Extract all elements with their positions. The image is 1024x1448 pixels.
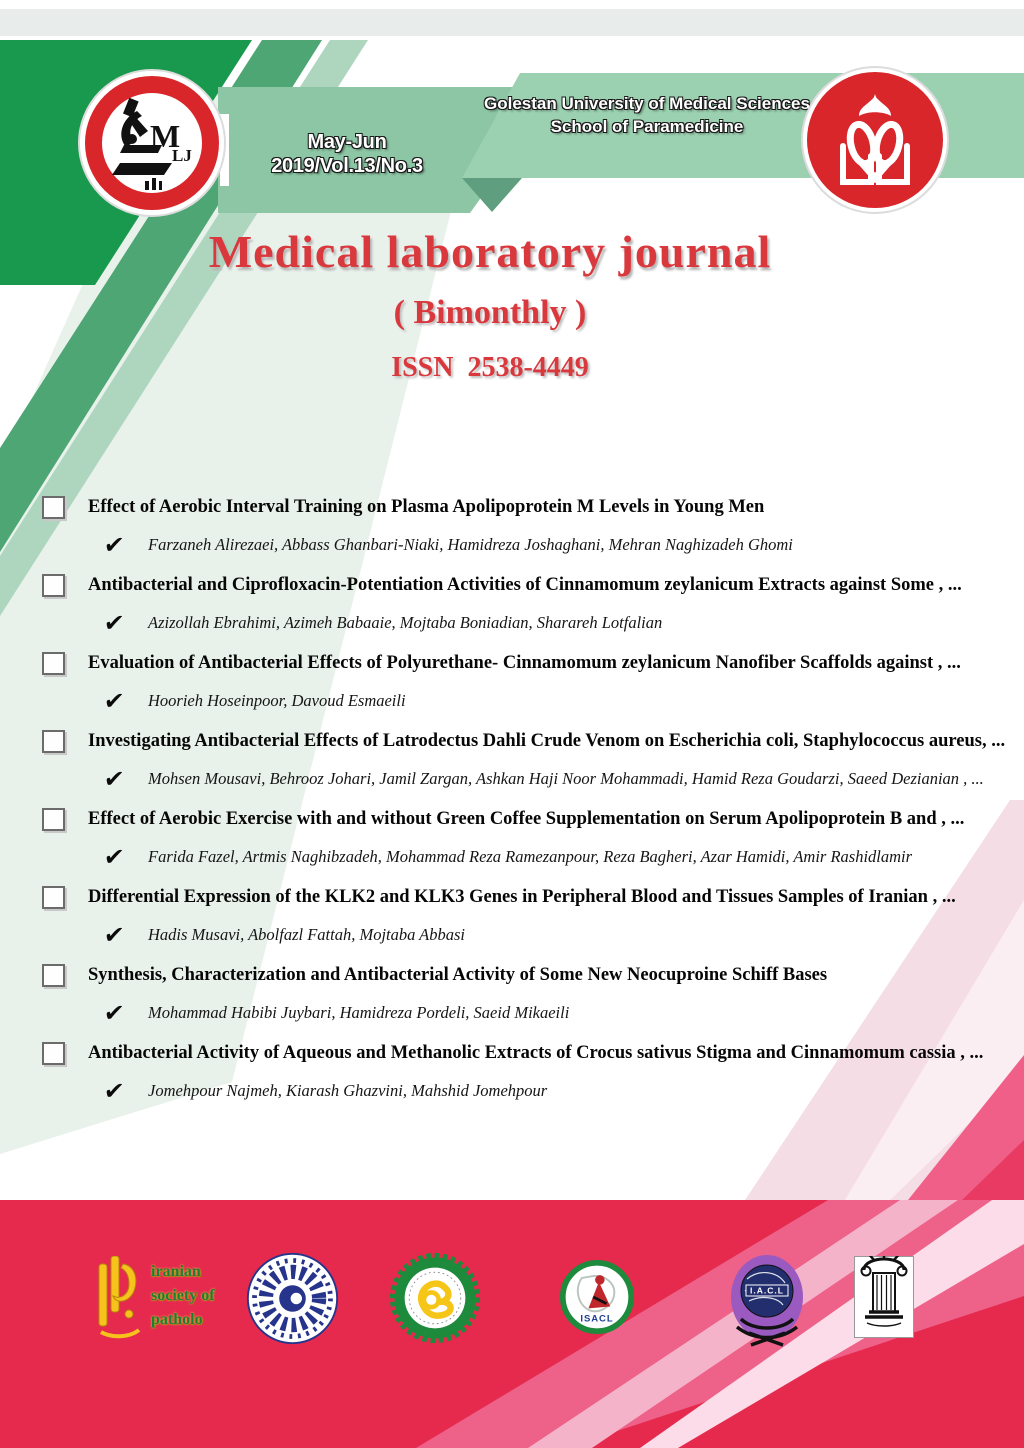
check-icon: ✔ [102, 531, 126, 559]
journal-title: Medical laboratory journal [208, 226, 772, 277]
article-authors: Hoorieh Hoseinpoor, Davoud Esmaeili [148, 691, 406, 710]
article-authors: Mohsen Mousavi, Behrooz Johari, Jamil Zargan, Ashkan Haji Noor Mohammadi, Hamid Reza Goudarzi, Saeed Dezianian , ... [148, 769, 984, 788]
iranian-society-blue-seal-logo [245, 1251, 340, 1351]
golestan-university-logo [801, 66, 949, 214]
mlj-letters-lj: LJ [172, 146, 192, 165]
article-title: Antibacterial Activity of Aqueous and Methanolic Extracts of Crocus sativus Stigma and Cinnamomum cassia , ... [88, 1043, 984, 1063]
check-icon: ✔ [102, 609, 126, 637]
check-icon: ✔ [102, 687, 126, 715]
article-authors: Azizollah Ebrahimi, Azimeh Babaaie, Mojtaba Boniadian, Sharareh Lotfalian [148, 613, 663, 632]
article-entry [42, 730, 1020, 793]
issue-ribbon: May-Jun 2019/Vol.13/No.3 [271, 131, 423, 177]
check-icon: ✔ [102, 765, 126, 793]
pathology-calligraphy-icon [98, 1256, 142, 1342]
iacl-society-logo [729, 1253, 805, 1362]
article-authors: Mohammad Habibi Juybari, Hamidreza Pordeli, Saeid Mikaeili [148, 1003, 570, 1022]
check-icon: ✔ [102, 999, 126, 1027]
isacl-seal-icon [559, 1259, 635, 1335]
checkbox-icon [42, 1042, 65, 1065]
iranian-society-of-pathology-logo [98, 1256, 215, 1342]
top-gray-strip [0, 9, 1024, 36]
checkbox-icon [42, 496, 65, 519]
article-title: Evaluation of Antibacterial Effects of Polyurethane- Cinnamomum zeylanicum Nanofiber Scaffolds against , ... [88, 653, 961, 673]
journal-issn: ISSN 2538-4449 [391, 352, 589, 383]
university-emblem-icon [801, 66, 949, 214]
check-icon: ✔ [102, 921, 126, 949]
article-authors: Jomehpour Najmeh, Kiarash Ghazvini, Mahshid Jomehpour [148, 1081, 548, 1100]
article-entry [42, 886, 1020, 949]
article-entry [42, 574, 1020, 637]
pathology-label [151, 1260, 215, 1332]
column-emblem-icon [854, 1256, 914, 1338]
microscope-icon [78, 69, 226, 217]
pathology-label-line3: patholo [151, 1311, 203, 1328]
check-icon: ✔ [102, 843, 126, 871]
table-of-contents [42, 496, 1020, 1120]
iacl-seal-icon [729, 1253, 805, 1357]
school-name: School of Paramedicine [550, 117, 744, 136]
pathology-label-line2: society of [151, 1287, 215, 1304]
isacl-society-logo [559, 1259, 635, 1340]
article-title: Synthesis, Characterization and Antibacterial Activity of Some New Neocuproine Schiff Bases [88, 965, 828, 985]
iacl-label: I.A.C.L [750, 1285, 784, 1296]
article-title: Effect of Aerobic Exercise with and without Green Coffee Supplementation on Serum Apolipoprotein B and , ... [88, 809, 965, 829]
checkbox-icon [42, 652, 65, 675]
blue-sunburst-seal-icon [245, 1251, 340, 1346]
journal-frequency: ( Bimonthly ) [393, 294, 587, 331]
green-calligraphy-seal-logo [389, 1252, 481, 1349]
article-entry [42, 808, 1020, 871]
green-scalloped-seal-icon [389, 1252, 481, 1344]
article-entry [42, 496, 1020, 559]
article-title: Investigating Antibacterial Effects of Latrodectus Dahli Crude Venom on Escherichia coli, Staphylococcus aureus, ... [88, 731, 1006, 751]
article-title: Differential Expression of the KLK2 and KLK3 Genes in Peripheral Blood and Tissues Samples of Iranian , ... [88, 887, 956, 907]
column-emblem-logo [854, 1256, 914, 1343]
article-authors: Hadis Musavi, Abolfazl Fattah, Mojtaba Abbasi [148, 925, 466, 944]
checkbox-icon [42, 964, 65, 987]
check-icon: ✔ [102, 1077, 126, 1105]
article-entry [42, 652, 1020, 715]
article-entry [42, 1042, 1020, 1105]
article-title: Effect of Aerobic Interval Training on Plasma Apolipoprotein M Levels in Young Men [88, 497, 765, 517]
mlj-letter-m: M [150, 118, 181, 154]
checkbox-icon [42, 574, 65, 597]
mlj-journal-logo [78, 69, 226, 217]
pathology-label-line1: iranian [151, 1263, 201, 1280]
isacl-label: ISACL [580, 1313, 614, 1325]
article-entry [42, 964, 1020, 1027]
checkbox-icon [42, 808, 65, 831]
article-title: Antibacterial and Ciprofloxacin-Potentiation Activities of Cinnamomum zeylanicum Extracts against Some , ... [88, 575, 962, 595]
article-authors: Farzaneh Alirezaei, Abbass Ghanbari-Niaki, Hamidreza Joshaghani, Mehran Naghizadeh Ghomi [148, 535, 793, 554]
university-ribbon [472, 92, 822, 138]
article-authors: Farida Fazel, Artmis Naghibzadeh, Mohammad Reza Ramezanpour, Reza Bagheri, Azar Hamidi, Amir Rashidlamir [148, 847, 913, 866]
university-name: Golestan University of Medical Sciences [484, 94, 810, 113]
checkbox-icon [42, 886, 65, 909]
masthead [0, 226, 980, 384]
checkbox-icon [42, 730, 65, 753]
